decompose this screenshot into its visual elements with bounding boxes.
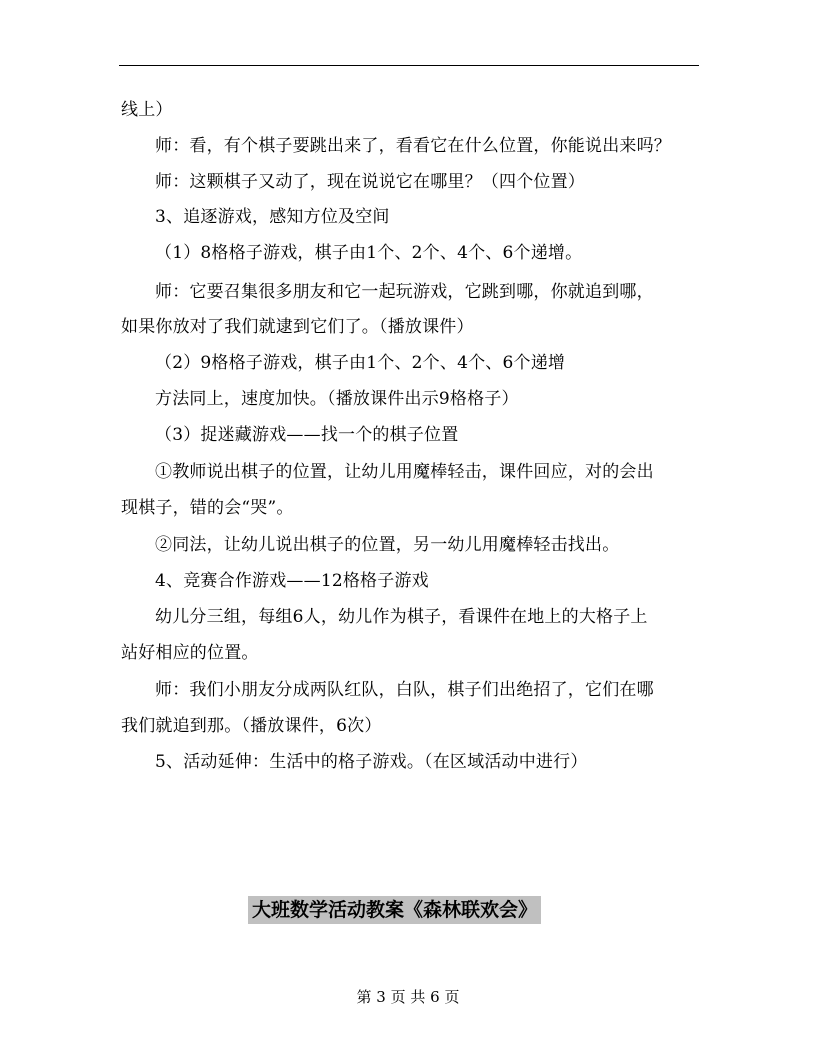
page-footer: 第 3 页 共 6 页 [356, 988, 460, 1006]
body-line: 线上） [121, 100, 173, 120]
body-line: （2）9格格子游戏，棋子由1个、2个、4个、6个递增 [155, 353, 566, 373]
section-heading: 5、活动延伸：生活中的格子游戏。（在区域活动中进行） [155, 752, 588, 772]
body-line: 如果你放对了我们就逮到它们了。（播放课件） [121, 317, 474, 337]
body-line: 站好相应的位置。 [121, 643, 259, 663]
body-line: （1）8格格子游戏，棋子由1个、2个、4个、6个递增。 [155, 243, 583, 263]
header-rule [119, 65, 699, 66]
body-line: 方法同上，速度加快。（播放课件出示9格格子） [155, 389, 519, 409]
next-lesson-title: 大班数学活动教案《森林联欢会》 [248, 896, 541, 924]
body-line: ②同法，让幼儿说出棋子的位置，另一幼儿用魔棒轻击找出。 [155, 535, 620, 555]
body-line: 我们就追到那。（播放课件，6次） [121, 716, 382, 736]
body-line: 幼儿分三组，每组6人，幼儿作为棋子，看课件在地上的大格子上 [155, 607, 648, 627]
body-line: 师：这颗棋子又动了，现在说说它在哪里？（四个位置） [155, 172, 585, 192]
body-line: 师：它要召集很多朋友和它一起玩游戏，它跳到哪，你就追到哪， [155, 282, 654, 302]
body-line: ①教师说出棋子的位置，让幼儿用魔棒轻击，课件回应，对的会出 [155, 462, 654, 482]
body-line: 师：看，有个棋子要跳出来了，看看它在什么位置，你能说出来吗？ [155, 136, 671, 156]
body-line: （3）捉迷藏游戏——找一个的棋子位置 [155, 425, 459, 445]
section-heading: 4、竞赛合作游戏——12格格子游戏 [155, 571, 429, 591]
body-line: 师：我们小朋友分成两队红队，白队，棋子们出绝招了，它们在哪 [155, 680, 654, 700]
section-heading: 3、追逐游戏，感知方位及空间 [155, 207, 390, 227]
body-line: 现棋子，错的会“哭”。 [121, 498, 294, 518]
